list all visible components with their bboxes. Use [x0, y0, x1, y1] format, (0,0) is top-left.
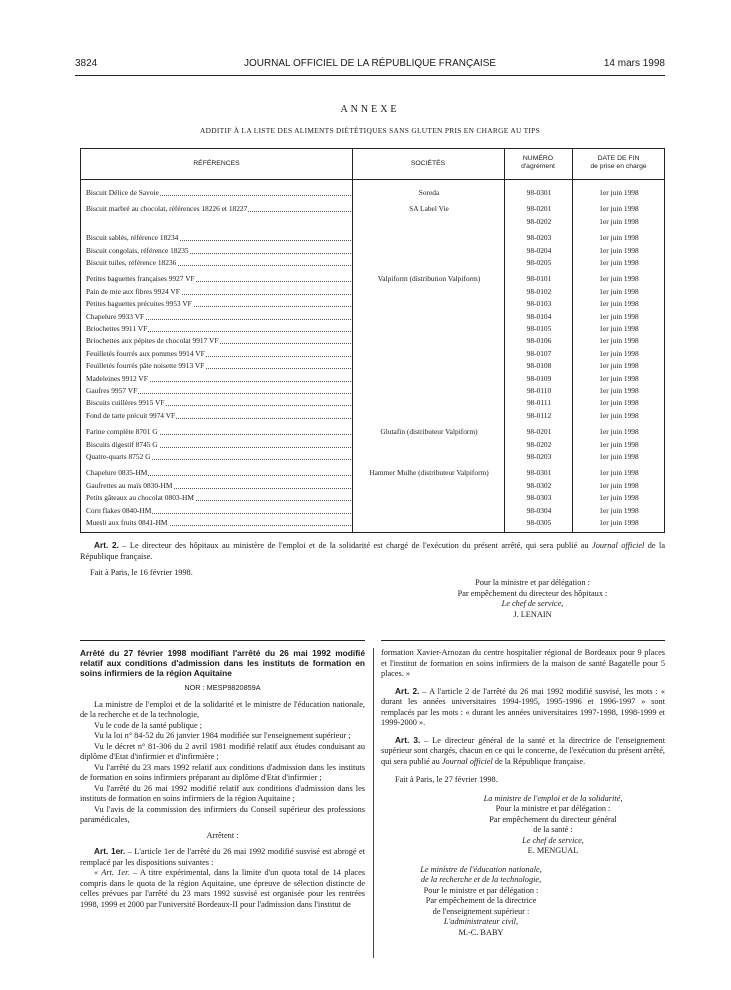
table-cell-reference	[86, 187, 351, 198]
table-cell-numero: 98-0111	[526, 398, 552, 408]
table-cell-numero: 98-0304	[526, 505, 552, 515]
table-cell-numero: 98-0305	[526, 518, 552, 527]
reference-text: Chapelure 9933 VF	[86, 311, 145, 321]
table-cell-numero: 98-0202	[526, 216, 552, 226]
table-cell-date: 1er juin 1998	[599, 245, 639, 255]
visa: Vu l'avis de la commission des infirmiers du Conseil supérieur des professions paramédicales,	[80, 804, 365, 824]
table-cell-numero: 98-0105	[526, 324, 552, 333]
table-cell-date: 1er juin 1998	[599, 493, 639, 503]
table-cell-reference	[86, 426, 351, 437]
reference-text: Chapelure 0835-HM	[86, 468, 148, 478]
article-1-quote-text: – A titre expérimental, dans la limite d'un quota total de 14 places compris dans le quota de la région Aquitaine, une épreuve de sélection distincte de celles prévues par l'arrêté du 23 mars 1992 susvisé est organisée pour les rentrées 1998, 1999 et 2000 par l'université Bordeaux-II pour l'admission dans l'institut de	[80, 868, 365, 909]
table-cell-date: 1er juin 1998	[599, 286, 639, 296]
nor-reference: NOR : MESP9820859A	[184, 683, 261, 692]
signature-line: Pour la ministre et par délégation :	[495, 804, 611, 813]
col-header-references: RÉFÉRENCES	[193, 160, 240, 167]
visa: Vu l'arrêté du 26 mai 1992 modifié relatif aux conditions d'admission dans les instituts de formation en soins infirmiers de la région Aquitaine ;	[80, 783, 365, 803]
table-cell-date: 1er juin 1998	[599, 188, 639, 197]
reference-text: Madeleines 9912 VF	[86, 373, 148, 383]
table-cell-date: 1er juin 1998	[599, 410, 639, 420]
reference-text: Fond de tarte précuit 9974 VF	[86, 410, 176, 420]
table-cell-reference	[86, 451, 351, 462]
table-cell-reference	[86, 505, 351, 516]
signature-line: Pour la ministre et par délégation :	[475, 578, 590, 587]
table-cell-reference	[86, 385, 351, 396]
table-cell-reference	[86, 467, 351, 478]
reference-text: Feuilletés fourrés aux pommes 9914 VF	[86, 348, 205, 358]
table-cell-reference	[86, 397, 351, 408]
signature-line: Par empêchement du directeur des hôpitaux :	[457, 588, 608, 598]
journal-title: JOURNAL OFFICIEL DE LA RÉPUBLIQUE FRANÇAISE	[243, 58, 497, 69]
table-cell-date: 1er juin 1998	[599, 386, 639, 395]
references-table	[80, 148, 665, 533]
signature-line: Par empêchement du directeur général	[489, 814, 617, 824]
signature-name: M.-C. BABY	[458, 927, 504, 937]
reference-text: Briochettes 9911 VF	[86, 324, 148, 333]
table-cell-reference	[86, 480, 351, 491]
table-cell-reference	[86, 335, 351, 346]
table-cell-date: 1er juin 1998	[599, 258, 639, 267]
table-cell-numero: 98-0301	[526, 468, 552, 478]
table-cell-numero: 98-0107	[526, 348, 552, 358]
table-cell-date: 1er juin 1998	[599, 398, 639, 408]
article-1-continuation: formation Xavier-Arnozan du centre hospitalier régional de Bordeaux pour 9 places et l'institut de formation en soins infirmiers de la maison de santé Bagatelle pour 5 places. »	[381, 648, 665, 678]
table-cell-date: 1er juin 1998	[599, 204, 639, 214]
signature-block-b	[381, 865, 581, 939]
reference-text: Farine complète 8701 G	[86, 427, 158, 437]
reference-text: Pain de mie aux fibres 9924 VF	[86, 286, 180, 296]
table-cell-reference	[86, 360, 351, 371]
table-cell-reference	[86, 373, 351, 384]
reference-text: Biscuit marbré au chocolat, références 18226 et 18227	[86, 204, 248, 214]
table-cell-numero: 98-0204	[526, 245, 552, 255]
reference-text: Petits gâteaux au chocolat 0803-HM	[86, 493, 194, 503]
signature-title: Le ministre de l'éducation nationale,	[420, 864, 542, 874]
table-cell-numero: 98-0103	[526, 299, 552, 309]
table-cell-date: 1er juin 1998	[599, 216, 639, 226]
reference-text: Gaufrettes au maïs 0830-HM	[86, 480, 173, 490]
table-cell-date: 1er juin 1998	[599, 348, 639, 358]
col-header-numero-line1: NUMÉRO	[522, 155, 554, 162]
signature-line: Pour le ministre et par délégation :	[423, 885, 539, 895]
table-cell-numero: 98-0110	[526, 386, 552, 395]
col-header-societes: SOCIÉTÉS	[410, 160, 446, 167]
table-cell-reference	[86, 439, 351, 450]
visa: Vu l'arrêté du 23 mars 1992 relatif aux conditions d'admission dans les instituts de formation en soins infirmiers préparant au diplôme d'Etat d'infirmier ;	[80, 762, 365, 782]
intro-paragraph: La ministre de l'emploi et de la solidarité et le ministre de l'éducation nationale, de la recherche et de la technologie,	[80, 699, 365, 719]
col-header-date-line1: DATE DE FIN	[597, 155, 640, 162]
arrete-title: Arrêté du 27 février 1998 modifiant l'arrêté du 26 mai 1992 modifié relatif aux conditions d'admission dans les instituts de formation en soins infirmiers de la région Aquitaine	[80, 648, 365, 678]
table-cell-date: 1er juin 1998	[599, 518, 639, 527]
table-cell-date: 1er juin 1998	[599, 299, 639, 309]
signature-line: de l'enseignement supérieur :	[432, 906, 530, 916]
table-cell-numero: 98-0101	[526, 274, 552, 284]
section-rule	[381, 640, 665, 641]
article-label: Art. 2.	[94, 540, 119, 550]
table-cell-date: 1er juin 1998	[599, 373, 639, 383]
table-cell-date: 1er juin 1998	[599, 427, 639, 437]
arrete-right-column	[381, 648, 665, 938]
table-cell-date: 1er juin 1998	[599, 468, 639, 478]
reference-text: Petites baguettes françaises 9927 VF	[86, 274, 195, 284]
page-header	[75, 58, 665, 72]
article-1	[80, 846, 365, 868]
arretent: Arrêtent :	[206, 830, 239, 840]
table-cell-numero: 98-0112	[526, 410, 552, 420]
reference-text: Quatre-quarts 8752 G	[86, 452, 151, 461]
signature-line: de la santé :	[533, 825, 573, 834]
table-cell-date: 1er juin 1998	[599, 336, 639, 346]
arrete-left-column	[80, 648, 365, 910]
table-cell-numero: 98-0102	[526, 286, 552, 296]
header-rule	[75, 75, 665, 76]
table-cell-societe: Hammer Mulhe (distributeur Valpiform)	[369, 468, 489, 478]
table-cell-date: 1er juin 1998	[599, 274, 639, 284]
journal-ref: Journal officiel	[592, 541, 645, 550]
page-number: 3824	[75, 58, 98, 69]
article-3-label: Art. 3.	[395, 734, 421, 745]
article-2	[381, 686, 665, 729]
col-header-date-line2: de prise en charge	[590, 163, 647, 170]
article-1-quote-label: « Art. 1er.	[94, 868, 130, 877]
table-cell-reference	[86, 245, 351, 256]
signature-name: J. LENAIN	[513, 609, 552, 619]
table-cell-numero: 98-0202	[526, 439, 552, 449]
table-cell-numero: 98-0108	[526, 361, 552, 371]
col-header-numero	[504, 155, 572, 171]
signature-role: Le chef de service,	[522, 835, 584, 845]
reference-text: Corn flakes 0840-HM	[86, 505, 152, 515]
table-cell-numero: 98-0109	[526, 373, 552, 383]
signature-name: E. MENGUAL	[527, 846, 579, 855]
column-separator	[373, 648, 374, 958]
table-cell-societe: Glutafin (distributeur Valpiform)	[380, 427, 478, 437]
table-cell-reference	[86, 298, 351, 309]
table-cell-reference	[86, 323, 351, 334]
table-cell-numero: 98-0201	[526, 427, 552, 437]
table-cell-numero: 98-0302	[526, 480, 552, 490]
journal-ref: Journal officiel	[441, 756, 493, 766]
reference-text: Biscuits cuillères 9915 VF	[86, 398, 165, 408]
article-3	[381, 735, 665, 768]
table-cell-numero: 98-0303	[526, 493, 552, 503]
table-cell-date: 1er juin 1998	[599, 311, 639, 321]
signature-block-a	[441, 794, 665, 857]
table-cell-societe: Soreda	[418, 188, 440, 197]
visa: Vu le code de la santé publique ;	[94, 720, 203, 730]
signature-date: Fait à Paris, le 16 février 1998.	[90, 568, 193, 577]
signature-role: Le chef de service,	[501, 599, 564, 608]
visa: Vu la loi n° 84-52 du 26 janvier 1984 modifiée sur l'enseignement supérieur ;	[94, 731, 351, 740]
table-cell-numero: 98-0301	[526, 188, 552, 197]
col-header-date	[572, 155, 665, 171]
table-cell-date: 1er juin 1998	[599, 480, 639, 490]
col-header-numero-line2: d'agrément	[521, 163, 555, 170]
reference-text: Gaufres 9957 VF	[86, 386, 138, 395]
signature-line: Par empêchement de la directrice	[425, 896, 537, 905]
table-cell-date: 1er juin 1998	[599, 452, 639, 461]
article-2-label: Art. 2.	[395, 685, 420, 696]
table-cell-reference	[86, 232, 351, 243]
reference-text: Briochettes aux pépites de chocolat 9917 VF	[86, 336, 219, 346]
table-cell-numero: 98-0104	[526, 311, 552, 321]
table-cell-reference	[86, 311, 351, 322]
table-cell-societe: SA Label Vie	[409, 204, 449, 214]
reference-text: Muesli aux fruits 0841-HM	[86, 518, 168, 527]
article-3-text: – Le directeur général de la santé et la directrice de l'enseignement supérieur sont chargés, chacun en ce qui le concerne, de l'exécution du présent arrêté, qui sera publié au	[381, 735, 666, 766]
table-cell-numero: 98-0203	[526, 233, 552, 243]
annexe-article-2	[80, 540, 665, 562]
reference-text: Biscuit congolais, référence 18235	[86, 245, 189, 255]
table-cell-date: 1er juin 1998	[599, 361, 639, 371]
signature-title: La ministre de l'emploi et de la solidarité,	[483, 793, 623, 803]
table-cell-reference	[86, 286, 351, 297]
signature-block	[400, 578, 665, 620]
article-2-text: – A l'article 2 de l'arrêté du 26 mai 1992 modifié susvisé, les mots : « durant les années universitaires 1994-1995, 1995-1996 et 1996-1997 » sont remplacés par les mots : « durant les années universitaires 1997-1998, 1998-1999 et 1999-2000 ».	[381, 686, 665, 727]
table-cell-date: 1er juin 1998	[599, 324, 639, 333]
table-cell-reference	[86, 273, 351, 284]
table-cell-numero: 98-0205	[526, 258, 552, 267]
visa: Vu le décret n° 81-306 du 2 avril 1981 modifié relatif aux études conduisant au diplôme d'Etat d'infirmier et d'infirmière ;	[80, 741, 365, 761]
reference-text: Biscuit Délice de Savoie	[86, 188, 159, 197]
section-rule	[80, 640, 365, 641]
article-1-quote	[80, 868, 365, 910]
article-1-label: Art. 1er.	[94, 846, 126, 856]
article-text: – Le directeur des hôpitaux au ministère de l'emploi et de la solidarité est chargé de l'exécution du présent arrêté, qui sera publié au	[118, 541, 593, 550]
article-1-text: – L'article 1er de l'arrêté du 26 mai 1992 modifié susvisé est abrogé et remplacé par les dispositions suivantes :	[80, 847, 366, 867]
table-cell-date: 1er juin 1998	[599, 439, 639, 449]
table-cell-reference	[86, 492, 351, 503]
signature-title: de la recherche et de la technologie,	[420, 875, 542, 884]
header-divider	[81, 179, 664, 180]
signature-role: L'administrateur civil,	[443, 917, 519, 926]
reference-text: Biscuit tuiles, référence 18236	[86, 258, 177, 267]
reference-text: Biscuits digestif 8745 G	[86, 439, 158, 449]
reference-text: Petites baguettes précuites 9953 VF	[86, 299, 192, 309]
table-cell-numero: 98-0203	[526, 452, 552, 461]
reference-text: Biscuit sablés, référence 18234	[86, 233, 179, 243]
table-cell-date: 1er juin 1998	[599, 233, 639, 243]
issue-date: 14 mars 1998	[603, 58, 665, 69]
table-cell-societe: Valpiform (distribution Valpiform)	[377, 274, 481, 284]
table-cell-reference	[86, 203, 351, 214]
table-cell-reference	[86, 517, 351, 528]
annexe-title: ANNEXE	[340, 104, 400, 115]
article-text-end: de la République française.	[80, 541, 666, 561]
signature-date: Fait à Paris, le 27 février 1998.	[395, 775, 498, 784]
table-cell-numero: 98-0106	[526, 336, 552, 346]
table-cell-reference	[86, 410, 351, 421]
table-cell-reference	[86, 348, 351, 359]
reference-text: Feuilletés fourrés pâte noisette 9913 VF	[86, 361, 205, 371]
table-cell-numero: 98-0201	[526, 204, 552, 214]
table-cell-date: 1er juin 1998	[599, 505, 639, 515]
annexe-subtitle: ADDITIF À LA LISTE DES ALIMENTS DIÉTÉTIQUES SANS GLUTEN PRIS EN CHARGE AU TIPS	[199, 126, 541, 135]
table-cell-reference	[86, 257, 351, 268]
article-3-text-end: de la République française.	[492, 756, 586, 766]
